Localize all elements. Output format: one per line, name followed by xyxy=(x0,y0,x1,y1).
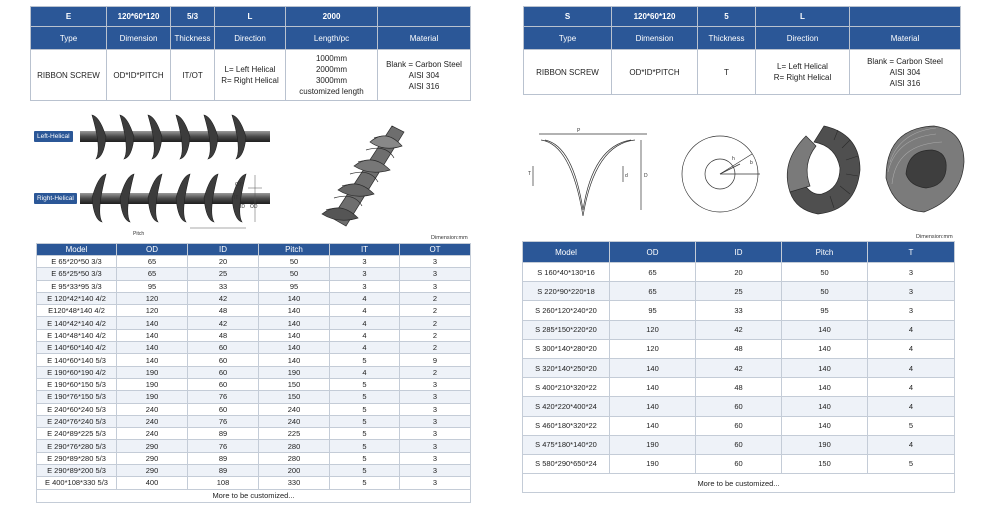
table-cell: 240 xyxy=(117,415,188,427)
drawing-d-label: D xyxy=(644,173,648,179)
table-cell: 240 xyxy=(259,415,330,427)
code-blank xyxy=(850,7,961,27)
column-header: Pitch xyxy=(782,242,868,263)
value-type: RIBBON SCREW xyxy=(31,50,107,101)
table-cell: E 190*60*190 4/2 xyxy=(37,366,117,378)
code-thickness: 5/3 xyxy=(171,7,215,27)
table-cell: 89 xyxy=(188,428,259,440)
header-type: Type xyxy=(31,27,107,50)
table-cell: 5 xyxy=(330,465,400,477)
table-cell: E 190*76*150 5/3 xyxy=(37,391,117,403)
code-length: 2000 xyxy=(286,7,378,27)
table-footer-row xyxy=(37,489,471,502)
value-material: Blank = Carbon Steel AISI 304 AISI 316 xyxy=(850,50,961,95)
table-cell: S 285*150*220*20 xyxy=(523,320,610,339)
table-row xyxy=(523,454,955,473)
table-cell: 330 xyxy=(259,477,330,489)
table-cell: E 240*89*225 5/3 xyxy=(37,428,117,440)
table-footer-row xyxy=(523,474,955,493)
table-cell: 120 xyxy=(117,305,188,317)
table-cell: 48 xyxy=(188,305,259,317)
table-cell: 20 xyxy=(188,256,259,268)
table-cell: 5 xyxy=(330,354,400,366)
drawing-p-label: P xyxy=(577,128,581,134)
table-cell: 3 xyxy=(330,256,400,268)
table-cell: 4 xyxy=(330,292,400,304)
table-cell: 60 xyxy=(188,366,259,378)
table-cell: 5 xyxy=(330,440,400,452)
table-cell: 200 xyxy=(259,465,330,477)
table-row xyxy=(37,428,471,440)
table-row xyxy=(37,317,471,329)
table-cell: 3 xyxy=(330,268,400,280)
table-cell: 60 xyxy=(188,403,259,415)
table-cell: S 460*180*320*22 xyxy=(523,416,610,435)
table-cell: 3 xyxy=(400,403,471,415)
table-cell: S 400*210*320*22 xyxy=(523,378,610,397)
table-cell: E 240*76*240 5/3 xyxy=(37,415,117,427)
table-cell: 140 xyxy=(259,342,330,354)
table-cell: 3 xyxy=(868,282,955,301)
table-cell: 5 xyxy=(868,416,955,435)
header-direction: Direction xyxy=(215,27,286,50)
table-cell: S 420*220*400*24 xyxy=(523,397,610,416)
table-cell: 140 xyxy=(610,358,696,377)
table-row xyxy=(37,378,471,390)
table-row xyxy=(37,366,471,378)
table-cell: 140 xyxy=(782,378,868,397)
table-cell: 3 xyxy=(400,452,471,464)
column-header: IT xyxy=(330,244,400,256)
table-cell: S 300*140*280*20 xyxy=(523,339,610,358)
column-header: T xyxy=(868,242,955,263)
table-cell: 120 xyxy=(610,320,696,339)
header-material: Material xyxy=(378,27,471,50)
table-row xyxy=(523,320,955,339)
column-header: Model xyxy=(523,242,610,263)
table-cell: 4 xyxy=(330,366,400,378)
table-cell: 4 xyxy=(330,329,400,341)
code-direction: L xyxy=(756,7,850,27)
left-helical-screw-image xyxy=(80,112,270,162)
right-spec-table xyxy=(523,6,961,95)
value-dimension: OD*ID*PITCH xyxy=(107,50,171,101)
table-cell: 5 xyxy=(868,454,955,473)
table-cell: 3 xyxy=(868,301,955,320)
table-cell: 140 xyxy=(117,342,188,354)
table-cell: E120*48*140 4/2 xyxy=(37,305,117,317)
table-cell: 140 xyxy=(259,329,330,341)
table-cell: 25 xyxy=(696,282,782,301)
table-cell: 140 xyxy=(117,354,188,366)
table-cell: 95 xyxy=(782,301,868,320)
table-cell: 150 xyxy=(782,454,868,473)
table-cell: 95 xyxy=(117,280,188,292)
table-cell: 140 xyxy=(610,397,696,416)
table-cell: 2 xyxy=(400,366,471,378)
table-cell: 76 xyxy=(188,440,259,452)
table-cell: 120 xyxy=(117,292,188,304)
table-cell: 2 xyxy=(400,329,471,341)
right-ribbon-screw-table xyxy=(522,241,955,493)
drawing-h-label: h xyxy=(732,156,735,162)
table-row xyxy=(37,403,471,415)
table-cell: 3 xyxy=(400,477,471,489)
code-type: S xyxy=(524,7,612,27)
table-cell: 3 xyxy=(400,428,471,440)
table-row xyxy=(523,339,955,358)
value-thickness: IT/OT xyxy=(171,50,215,101)
table-row xyxy=(523,263,955,282)
more-customized-note: More to be customized... xyxy=(37,489,471,502)
table-cell: 4 xyxy=(330,305,400,317)
table-cell: 5 xyxy=(330,378,400,390)
table-cell: E 190*60*150 5/3 xyxy=(37,378,117,390)
table-cell: E 400*108*330 5/3 xyxy=(37,477,117,489)
left-helical-tag: Left-Helical xyxy=(34,131,73,142)
serrated-flight-photo xyxy=(776,120,866,220)
header-type: Type xyxy=(524,27,612,50)
table-cell: 60 xyxy=(696,397,782,416)
table-cell: S 320*140*250*20 xyxy=(523,358,610,377)
table-cell: 42 xyxy=(188,317,259,329)
table-cell: 190 xyxy=(117,366,188,378)
table-cell: 120 xyxy=(610,339,696,358)
it-label: IT xyxy=(234,195,239,201)
table-cell: 190 xyxy=(610,435,696,454)
table-cell: 280 xyxy=(259,452,330,464)
table-cell: 190 xyxy=(259,366,330,378)
table-cell: 5 xyxy=(330,415,400,427)
table-cell: 33 xyxy=(696,301,782,320)
table-cell: 65 xyxy=(610,263,696,282)
table-cell: 140 xyxy=(782,397,868,416)
table-row xyxy=(37,342,471,354)
table-row xyxy=(37,465,471,477)
code-blank xyxy=(378,7,471,27)
table-row xyxy=(37,280,471,292)
table-cell: 140 xyxy=(610,378,696,397)
column-header: Model xyxy=(37,244,117,256)
table-cell: 42 xyxy=(696,320,782,339)
table-cell: 225 xyxy=(259,428,330,440)
table-cell: 76 xyxy=(188,391,259,403)
table-row xyxy=(37,415,471,427)
header-direction: Direction xyxy=(756,27,850,50)
table-cell: 65 xyxy=(117,256,188,268)
table-cell: 140 xyxy=(259,305,330,317)
table-cell: 140 xyxy=(610,416,696,435)
table-row xyxy=(37,292,471,304)
table-cell: S 220*90*220*18 xyxy=(523,282,610,301)
table-row xyxy=(37,329,471,341)
column-header: OT xyxy=(400,244,471,256)
table-cell: 190 xyxy=(117,378,188,390)
table-cell: E 65*20*50 3/3 xyxy=(37,256,117,268)
column-header: Pitch xyxy=(259,244,330,256)
table-cell: 4 xyxy=(868,358,955,377)
column-header: ID xyxy=(188,244,259,256)
table-cell: 3 xyxy=(400,465,471,477)
table-cell: 48 xyxy=(188,329,259,341)
sectional-flight-photo xyxy=(876,122,968,220)
table-cell: 50 xyxy=(259,256,330,268)
table-row xyxy=(523,435,955,454)
header-material: Material xyxy=(850,27,961,50)
id-label: ID xyxy=(240,204,245,210)
table-cell: 4 xyxy=(868,339,955,358)
table-cell: 290 xyxy=(117,465,188,477)
table-cell: 89 xyxy=(188,465,259,477)
header-dimension: Dimension xyxy=(107,27,171,50)
column-header: OD xyxy=(117,244,188,256)
table-cell: 150 xyxy=(259,378,330,390)
table-cell: 42 xyxy=(188,292,259,304)
table-cell: 20 xyxy=(696,263,782,282)
table-row xyxy=(37,305,471,317)
table-cell: E 120*42*140 4/2 xyxy=(37,292,117,304)
table-cell: S 475*180*140*20 xyxy=(523,435,610,454)
header-dimension: Dimension xyxy=(612,27,698,50)
table-cell: 140 xyxy=(259,354,330,366)
table-cell: 240 xyxy=(259,403,330,415)
table-row xyxy=(37,256,471,268)
left-ribbon-screw-table xyxy=(36,243,471,503)
more-customized-note: More to be customized... xyxy=(523,474,955,493)
table-cell: 4 xyxy=(868,378,955,397)
table-cell: 140 xyxy=(117,329,188,341)
table-cell: 190 xyxy=(117,391,188,403)
table-cell: S 260*120*240*20 xyxy=(523,301,610,320)
table-row xyxy=(37,440,471,452)
table-cell: E 65*25*50 3/3 xyxy=(37,268,117,280)
code-dimension: 120*60*120 xyxy=(107,7,171,27)
header-thickness: Thickness xyxy=(698,27,756,50)
table-cell: 140 xyxy=(782,358,868,377)
table-cell: 5 xyxy=(330,452,400,464)
table-cell: 65 xyxy=(610,282,696,301)
header-thickness: Thickness xyxy=(171,27,215,50)
od-label: OD xyxy=(250,204,258,210)
table-cell: 76 xyxy=(188,415,259,427)
table-row xyxy=(523,378,955,397)
table-row xyxy=(37,391,471,403)
table-cell: E 290*89*200 5/3 xyxy=(37,465,117,477)
table-cell: 3 xyxy=(400,415,471,427)
table-cell: 48 xyxy=(696,378,782,397)
table-cell: 140 xyxy=(259,317,330,329)
table-cell: 4 xyxy=(330,317,400,329)
value-direction: L= Left Helical R= Right Helical xyxy=(756,50,850,95)
table-cell: 3 xyxy=(400,391,471,403)
table-cell: 60 xyxy=(696,435,782,454)
table-cell: S 580*290*650*24 xyxy=(523,454,610,473)
table-cell: 4 xyxy=(868,435,955,454)
table-cell: 2 xyxy=(400,317,471,329)
table-cell: 48 xyxy=(696,339,782,358)
table-row xyxy=(523,358,955,377)
table-cell: 140 xyxy=(782,320,868,339)
table-cell: 140 xyxy=(782,416,868,435)
drawing-t-label: T xyxy=(528,171,532,177)
table-cell: 290 xyxy=(117,452,188,464)
table-cell: 65 xyxy=(117,268,188,280)
value-material: Blank = Carbon Steel AISI 304 AISI 316 xyxy=(378,50,471,101)
right-helical-tag: Right-Helical xyxy=(34,193,77,204)
table-cell: 3 xyxy=(400,268,471,280)
table-cell: 50 xyxy=(782,263,868,282)
table-row xyxy=(523,416,955,435)
table-cell: 3 xyxy=(400,280,471,292)
table-cell: 3 xyxy=(400,378,471,390)
table-cell: 5 xyxy=(330,428,400,440)
table-cell: 4 xyxy=(868,397,955,416)
table-cell: 108 xyxy=(188,477,259,489)
drawing-d-small-label: d xyxy=(625,173,628,179)
table-cell: S 160*40*130*16 xyxy=(523,263,610,282)
table-cell: 50 xyxy=(259,268,330,280)
table-cell: 280 xyxy=(259,440,330,452)
table-row xyxy=(37,268,471,280)
table-row xyxy=(523,282,955,301)
pitch-label: Pitch xyxy=(133,231,145,237)
table-cell: 95 xyxy=(610,301,696,320)
table-row xyxy=(37,354,471,366)
table-cell: E 140*48*140 4/2 xyxy=(37,329,117,341)
table-cell: 2 xyxy=(400,342,471,354)
column-header: ID xyxy=(696,242,782,263)
code-dimension: 120*60*120 xyxy=(612,7,698,27)
table-cell: 60 xyxy=(188,378,259,390)
left-spec-table xyxy=(30,6,471,101)
table-cell: 240 xyxy=(117,428,188,440)
right-dimension-note: Dimension:mm xyxy=(916,234,953,240)
table-cell: E 140*42*140 4/2 xyxy=(37,317,117,329)
table-cell: 50 xyxy=(782,282,868,301)
table-cell: 140 xyxy=(259,292,330,304)
sectional-flight-drawing xyxy=(525,126,653,218)
table-cell: 190 xyxy=(610,454,696,473)
table-cell: 60 xyxy=(696,454,782,473)
table-cell: 42 xyxy=(696,358,782,377)
code-thickness: 5 xyxy=(698,7,756,27)
table-cell: E 290*76*280 5/3 xyxy=(37,440,117,452)
flight-disc-drawing xyxy=(676,128,768,220)
table-cell: 5 xyxy=(330,403,400,415)
value-thickness: T xyxy=(698,50,756,95)
table-cell: 9 xyxy=(400,354,471,366)
table-cell: 60 xyxy=(696,416,782,435)
table-row xyxy=(523,397,955,416)
header-length: Length/pc xyxy=(286,27,378,50)
table-cell: 3 xyxy=(400,256,471,268)
table-cell: 3 xyxy=(330,280,400,292)
table-cell: 3 xyxy=(868,263,955,282)
table-cell: 3 xyxy=(400,440,471,452)
table-cell: 140 xyxy=(117,317,188,329)
table-row xyxy=(523,301,955,320)
table-cell: 5 xyxy=(330,391,400,403)
table-cell: 2 xyxy=(400,305,471,317)
left-dimension-note: Dimension:mm xyxy=(431,235,468,241)
value-length: 1000mm 2000mm 3000mm customized length xyxy=(286,50,378,101)
value-type: RIBBON SCREW xyxy=(524,50,612,95)
table-cell: 60 xyxy=(188,354,259,366)
code-type: E xyxy=(31,7,107,27)
table-cell: 89 xyxy=(188,452,259,464)
table-cell: 190 xyxy=(782,435,868,454)
table-cell: 240 xyxy=(117,403,188,415)
table-cell: 25 xyxy=(188,268,259,280)
column-header: OD xyxy=(610,242,696,263)
table-cell: E 95*33*95 3/3 xyxy=(37,280,117,292)
table-cell: 2 xyxy=(400,292,471,304)
table-cell: 290 xyxy=(117,440,188,452)
table-cell: E 240*60*240 5/3 xyxy=(37,403,117,415)
table-cell: 95 xyxy=(259,280,330,292)
table-cell: E 140*60*140 5/3 xyxy=(37,354,117,366)
table-cell: 4 xyxy=(868,320,955,339)
table-cell: E 290*89*280 5/3 xyxy=(37,452,117,464)
table-row xyxy=(37,477,471,489)
drawing-b-label: b xyxy=(750,160,753,166)
table-cell: 400 xyxy=(117,477,188,489)
value-direction: L= Left Helical R= Right Helical xyxy=(215,50,286,101)
ot-label: OT xyxy=(235,182,242,188)
table-cell: 60 xyxy=(188,342,259,354)
value-dimension: OD*ID*PITCH xyxy=(612,50,698,95)
table-header-row xyxy=(523,242,955,263)
ribbon-screw-photo xyxy=(318,118,410,230)
table-cell: 140 xyxy=(782,339,868,358)
right-helical-screw-image xyxy=(80,170,270,232)
table-cell: E 140*60*140 4/2 xyxy=(37,342,117,354)
table-cell: 4 xyxy=(330,342,400,354)
table-cell: 33 xyxy=(188,280,259,292)
table-header-row xyxy=(37,244,471,256)
table-cell: 5 xyxy=(330,477,400,489)
code-direction: L xyxy=(215,7,286,27)
table-row xyxy=(37,452,471,464)
table-cell: 150 xyxy=(259,391,330,403)
